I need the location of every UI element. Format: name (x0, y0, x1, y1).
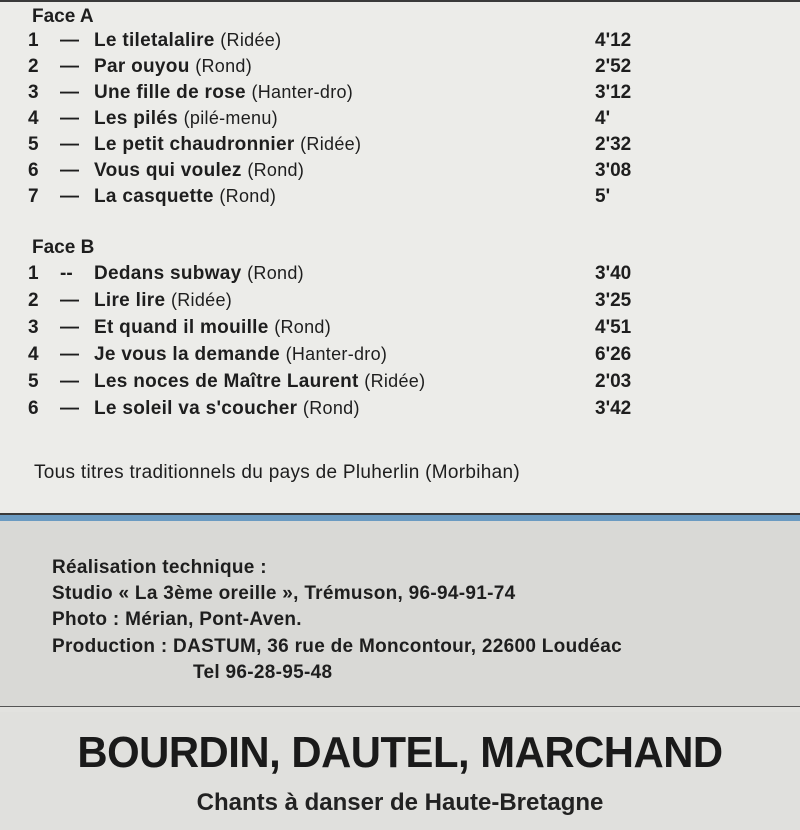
track-dash: — (60, 371, 79, 392)
track-number: 5 (28, 134, 39, 155)
track-row (28, 30, 668, 56)
track-dance: (Hanter-dro) (251, 82, 354, 102)
album-subtitle: Chants à danser de Haute-Bretagne (196, 789, 604, 816)
track-dash: — (60, 344, 79, 365)
track-number: 1 (28, 30, 39, 51)
credit-line: Photo : Mérian, Pont-Aven. (52, 609, 302, 630)
track-dash: — (60, 317, 79, 338)
track-row (28, 290, 668, 316)
track-duration: 4'12 (595, 30, 632, 51)
track-number: 4 (28, 344, 39, 365)
track-number: 2 (28, 56, 39, 77)
face-a-heading: Face A (32, 6, 94, 27)
track-duration: 2'32 (595, 134, 632, 155)
track-number: 5 (28, 371, 39, 392)
track-dash: — (60, 290, 79, 311)
footnote: Tous titres traditionnels du pays de Pluherlin (Morbihan) (34, 462, 521, 483)
track-number: 3 (28, 82, 39, 103)
track-dash: — (60, 160, 79, 181)
track-row (28, 82, 668, 108)
track-title: Lire lire (94, 290, 166, 311)
track-dance: (Rond) (247, 160, 305, 180)
credit-line: Production : DASTUM, 36 rue de Moncontour, 22600 Loudéac (52, 636, 622, 657)
track-title: Le soleil va s'coucher (94, 398, 298, 419)
track-title: Le petit chaudronnier (94, 134, 295, 155)
track-dance: (Rond) (302, 398, 360, 418)
track-dash: — (60, 134, 79, 155)
track-duration: 3'08 (595, 160, 632, 181)
track-row (28, 108, 668, 134)
track-number: 7 (28, 186, 39, 207)
track-title: Le tiletalalire (94, 30, 215, 51)
track-dance: (Hanter-dro) (285, 344, 388, 364)
track-duration: 3'42 (595, 398, 632, 419)
track-number: 6 (28, 398, 39, 419)
track-duration: 3'40 (595, 263, 632, 284)
track-dash: — (60, 56, 79, 77)
track-dance: (Rond) (274, 317, 332, 337)
track-title: Par ouyou (94, 56, 190, 77)
track-dance: (Rond) (195, 56, 253, 76)
track-number: 2 (28, 290, 39, 311)
track-dance: (Ridée) (300, 134, 362, 154)
track-dash: — (60, 108, 79, 129)
track-number: 6 (28, 160, 39, 181)
track-row (28, 263, 668, 289)
track-duration: 3'25 (595, 290, 632, 311)
track-row (28, 398, 668, 424)
track-row (28, 371, 668, 397)
track-row (28, 134, 668, 160)
track-number: 1 (28, 263, 39, 284)
track-dance: (Ridée) (170, 290, 233, 310)
track-duration: 4' (595, 108, 611, 129)
track-dash: -- (60, 263, 73, 284)
artists-title: BOURDIN, DAUTEL, MARCHAND (77, 728, 723, 777)
track-number: 3 (28, 317, 39, 338)
track-dance: (Rond) (219, 186, 277, 206)
track-title: La casquette (94, 186, 214, 207)
track-title: Vous qui voulez (94, 160, 242, 181)
track-dash: — (60, 82, 79, 103)
track-duration: 2'03 (595, 371, 632, 392)
track-row (28, 56, 668, 82)
track-row (28, 317, 668, 343)
track-duration: 6'26 (595, 344, 632, 365)
track-title: Je vous la demande (94, 344, 280, 365)
face-b-heading: Face B (32, 237, 95, 258)
track-row (28, 344, 668, 370)
credit-line: Tel 96-28-95-48 (193, 662, 333, 683)
track-row (28, 186, 668, 212)
track-title: Dedans subway (94, 263, 242, 284)
track-duration: 5' (595, 186, 611, 207)
track-dash: — (60, 186, 79, 207)
track-number: 4 (28, 108, 39, 129)
track-dance: (pilé-menu) (183, 108, 278, 128)
credit-line: Studio « La 3ème oreille », Trémuson, 96-94-91-74 (52, 583, 516, 604)
track-row (28, 160, 668, 186)
track-duration: 3'12 (595, 82, 632, 103)
track-title: Et quand il mouille (94, 317, 269, 338)
track-duration: 4'51 (595, 317, 632, 338)
track-title: Une fille de rose (94, 82, 246, 103)
track-dash: — (60, 30, 79, 51)
track-duration: 2'52 (595, 56, 632, 77)
track-title: Les pilés (94, 108, 179, 129)
credit-line: Réalisation technique : (52, 557, 267, 578)
track-dash: — (60, 398, 79, 419)
track-title: Les noces de Maître Laurent (94, 371, 359, 392)
track-dance: (Ridée) (364, 371, 426, 391)
track-dance: (Rond) (247, 263, 304, 283)
track-dance: (Ridée) (220, 30, 282, 50)
